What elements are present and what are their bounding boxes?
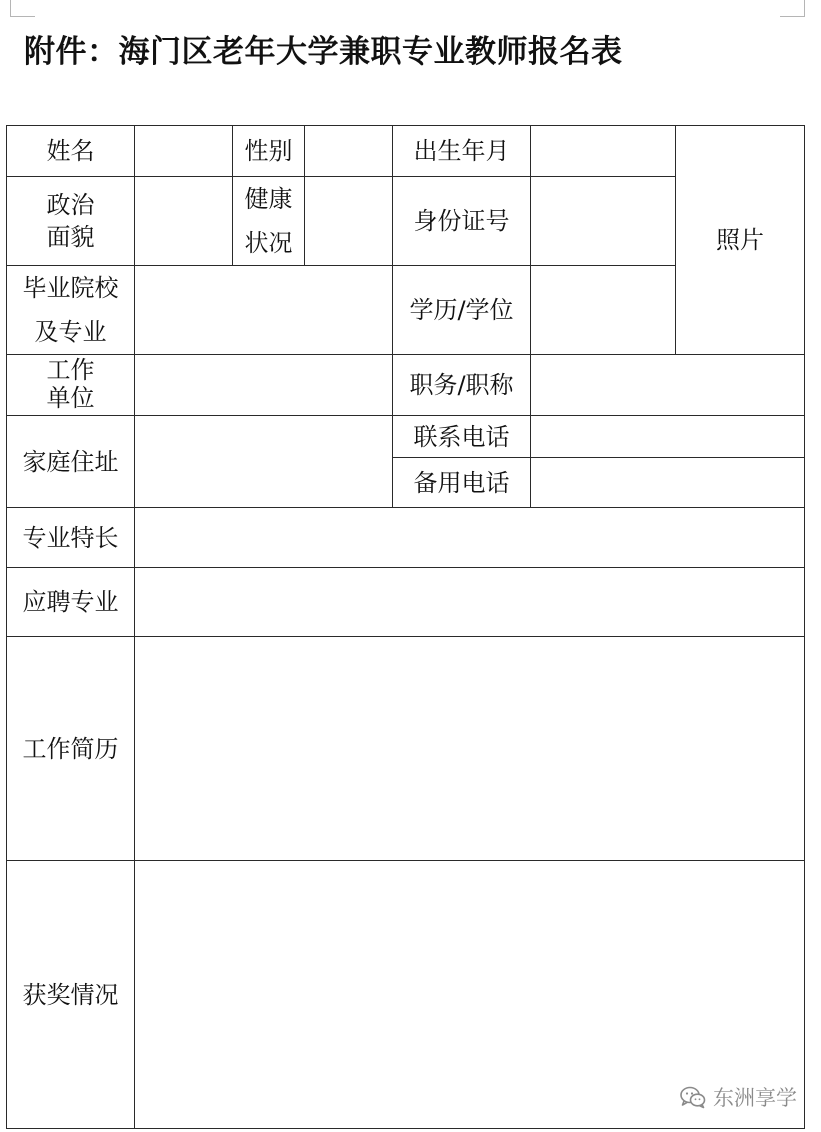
workplace-field[interactable] xyxy=(135,355,393,416)
birth-label: 出生年月 xyxy=(413,137,510,165)
school-label-line2: 及专业 xyxy=(34,318,107,346)
position-label: 职务/职称 xyxy=(409,371,514,399)
education-label-cell xyxy=(393,266,531,355)
id-label: 身份证号 xyxy=(413,207,510,235)
political-label-line1: 政治 xyxy=(46,191,95,219)
health-label xyxy=(245,177,293,265)
health-label-cell xyxy=(233,177,305,266)
political-label-cell xyxy=(7,177,135,266)
political-label-line2: 面貌 xyxy=(46,223,95,251)
awards-label: 获奖情况 xyxy=(22,980,119,1009)
specialty-label: 专业特长 xyxy=(22,523,119,552)
school-field[interactable] xyxy=(135,266,393,355)
backup-phone-label-cell xyxy=(393,458,531,508)
health-label-line1: 健康 xyxy=(244,185,293,213)
school-label xyxy=(23,266,119,354)
name-label: 姓名 xyxy=(46,137,95,165)
work-history-label: 工作简历 xyxy=(22,734,119,763)
position-field[interactable] xyxy=(531,355,805,416)
apply-major-label-cell xyxy=(7,568,135,637)
photo-label: 照片 xyxy=(716,226,764,254)
workplace-label-line2: 单位 xyxy=(46,384,95,412)
gender-label-cell xyxy=(233,126,305,177)
work-history-field[interactable] xyxy=(135,637,805,861)
crop-mark-left xyxy=(10,0,35,17)
backup-phone-label: 备用电话 xyxy=(413,468,510,497)
political-field[interactable] xyxy=(135,177,233,266)
crop-mark-right xyxy=(780,0,805,17)
document-title: 附件：海门区老年大学兼职专业教师报名表 xyxy=(24,34,623,70)
workplace-label-line1: 工作 xyxy=(46,356,95,384)
photo-cell[interactable] xyxy=(676,126,805,355)
school-label-line1: 毕业院校 xyxy=(22,274,119,302)
education-field[interactable] xyxy=(531,266,676,355)
watermark-text: 东洲享学 xyxy=(713,1086,797,1110)
name-label-cell xyxy=(7,126,135,177)
apply-major-field[interactable] xyxy=(135,568,805,637)
address-field[interactable] xyxy=(135,416,393,508)
school-label-cell xyxy=(7,266,135,355)
registration-form-table xyxy=(6,125,805,1129)
awards-label-cell xyxy=(7,861,135,1129)
phone-label: 联系电话 xyxy=(413,422,510,451)
backup-phone-field[interactable] xyxy=(531,458,805,508)
address-label-cell xyxy=(7,416,135,508)
id-field[interactable] xyxy=(531,177,676,266)
id-label-cell xyxy=(393,177,531,266)
name-field[interactable] xyxy=(135,126,233,177)
workplace-label xyxy=(47,356,95,412)
birth-field[interactable] xyxy=(531,126,676,177)
watermark xyxy=(679,1082,797,1112)
workplace-label-cell xyxy=(7,355,135,416)
birth-label-cell xyxy=(393,126,531,177)
health-label-line2: 状况 xyxy=(244,229,293,257)
phone-label-cell xyxy=(393,416,531,458)
work-history-label-cell xyxy=(7,637,135,861)
health-field[interactable] xyxy=(305,177,393,266)
gender-field[interactable] xyxy=(305,126,393,177)
political-label xyxy=(47,189,95,253)
specialty-label-cell xyxy=(7,508,135,568)
wechat-icon xyxy=(679,1085,707,1109)
position-label-cell xyxy=(393,355,531,416)
specialty-field[interactable] xyxy=(135,508,805,568)
address-label: 家庭住址 xyxy=(22,447,119,476)
phone-field[interactable] xyxy=(531,416,805,458)
gender-label: 性别 xyxy=(244,137,293,165)
education-label: 学历/学位 xyxy=(409,296,514,324)
apply-major-label: 应聘专业 xyxy=(22,588,119,616)
